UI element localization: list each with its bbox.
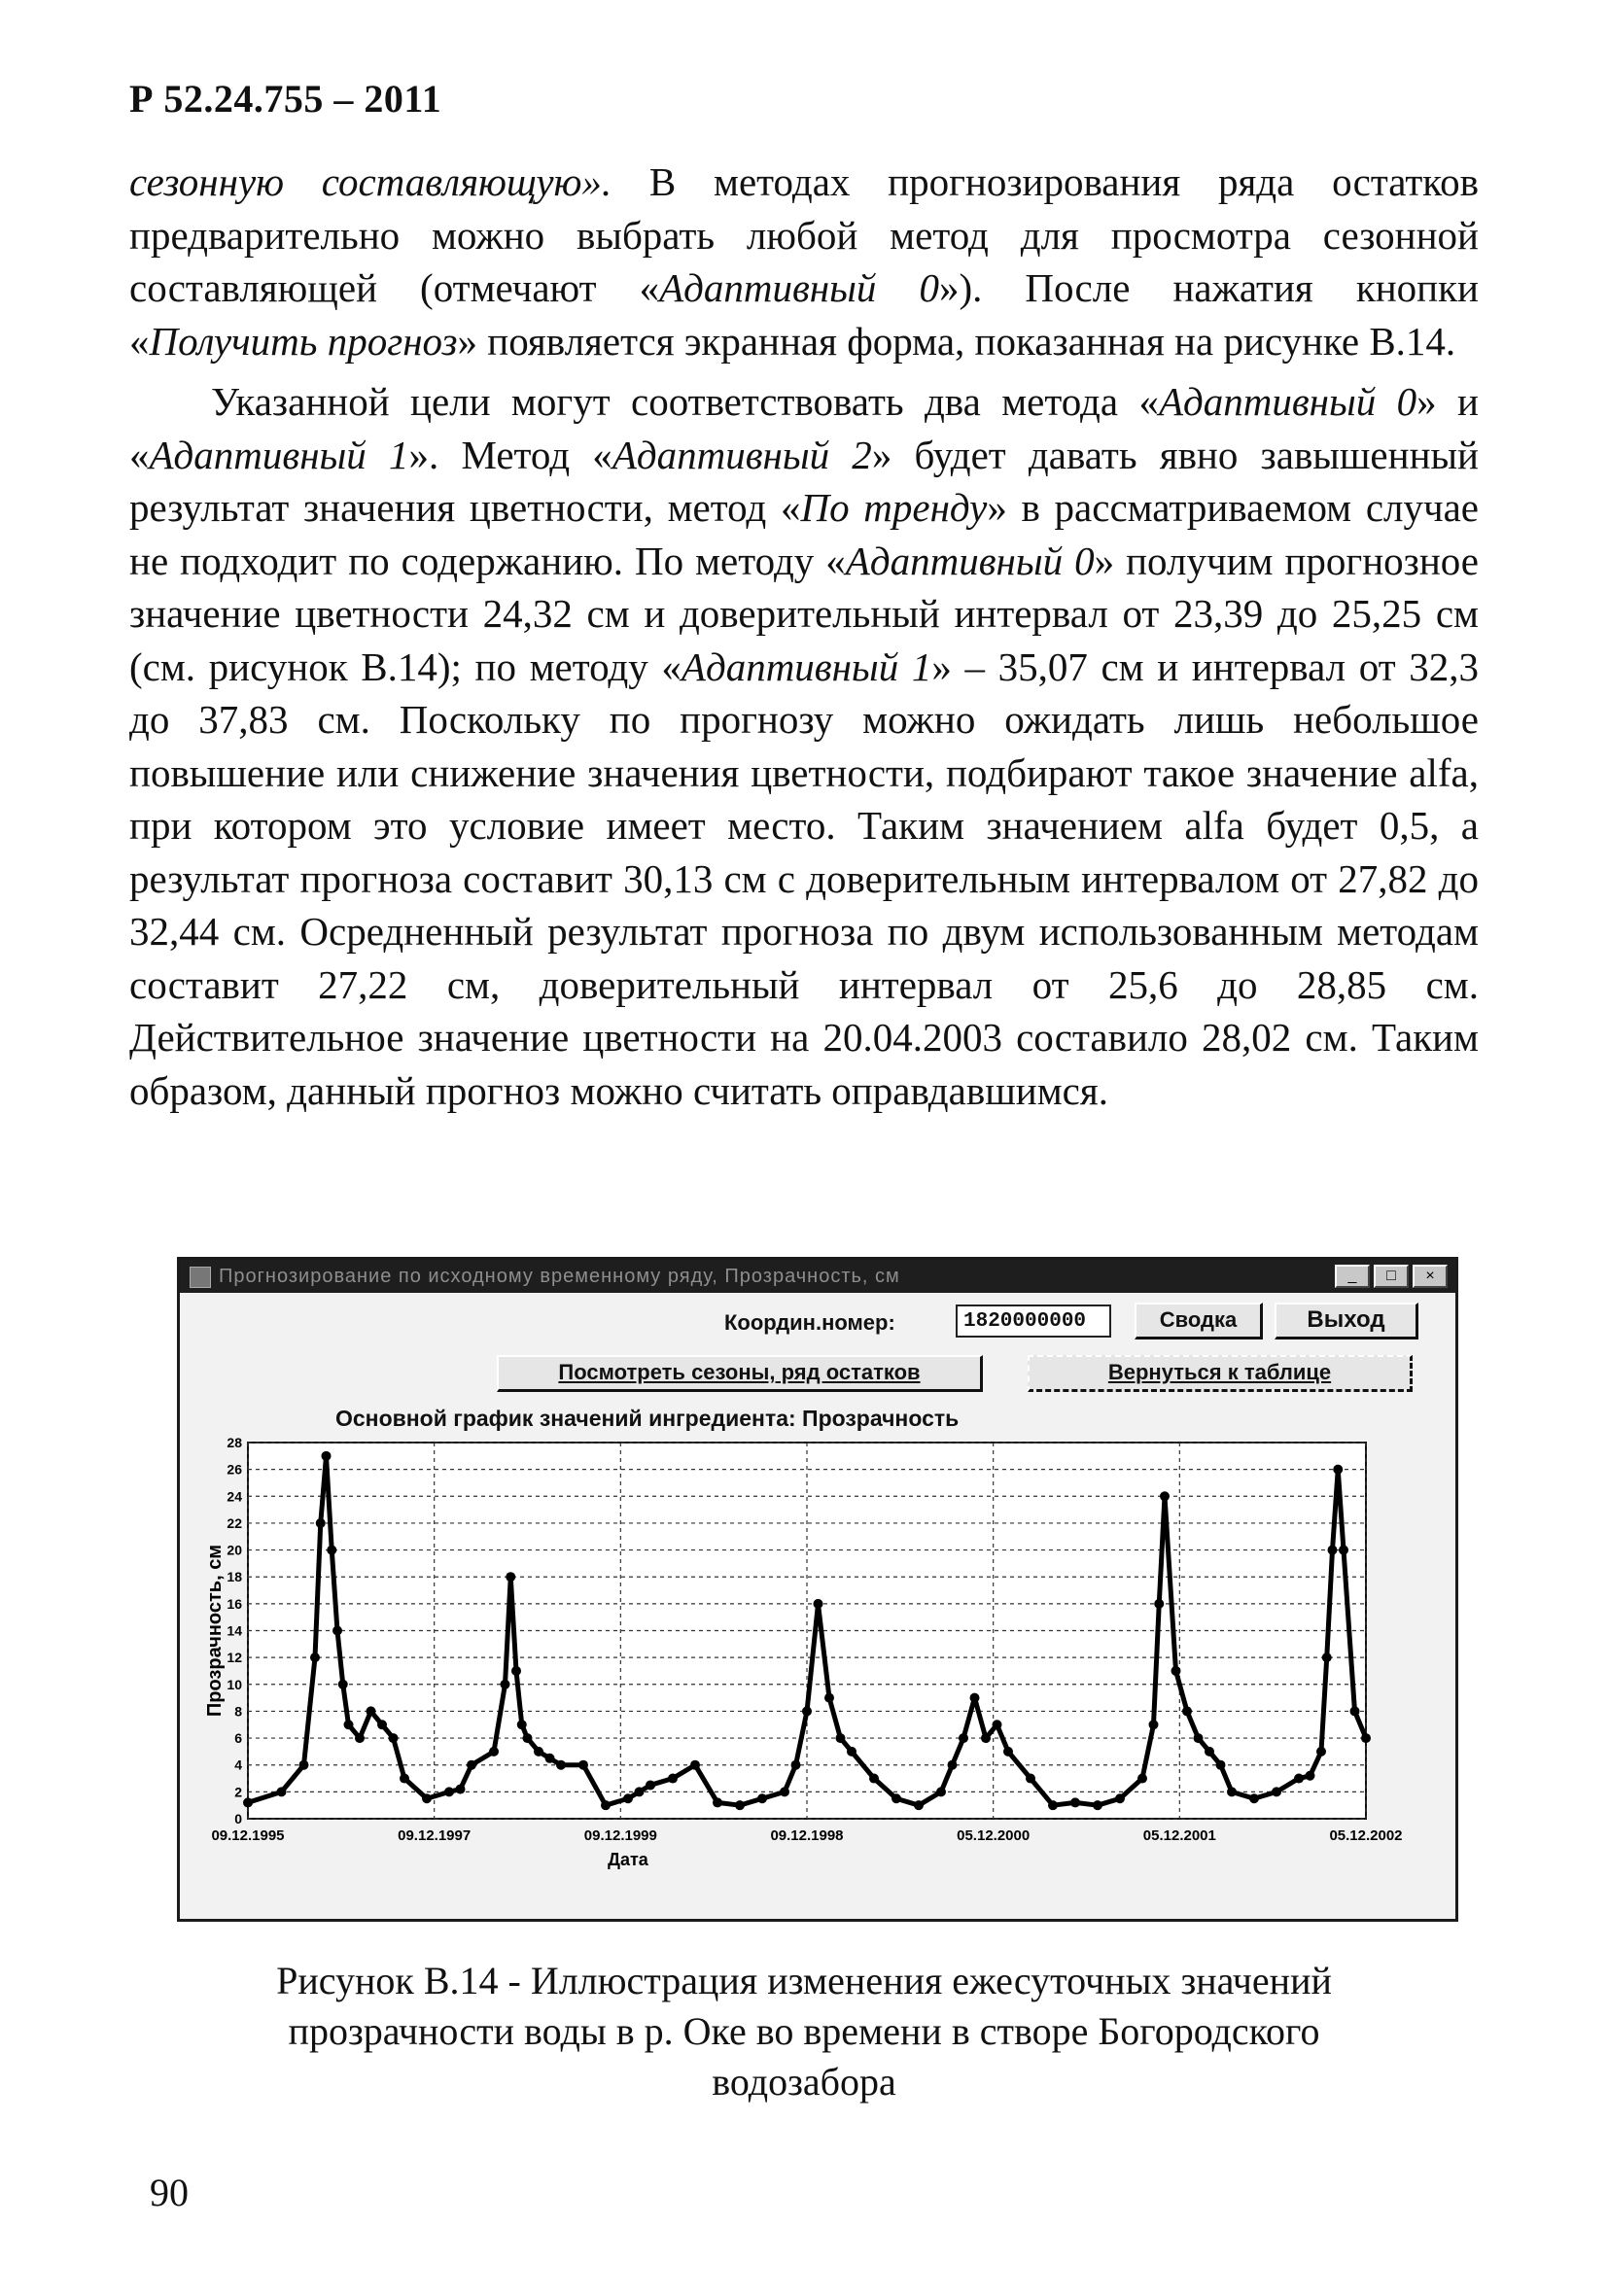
data-point bbox=[1227, 1787, 1237, 1796]
y-tick-label: 6 bbox=[234, 1730, 242, 1747]
y-tick-label: 14 bbox=[227, 1622, 242, 1639]
data-point bbox=[344, 1720, 354, 1729]
data-point bbox=[338, 1680, 348, 1689]
y-tick-label: 26 bbox=[227, 1461, 242, 1478]
x-tick-label: 05.12.2002 bbox=[1329, 1827, 1403, 1844]
paragraph-2-italic: Адаптивный 1 bbox=[681, 644, 932, 689]
y-tick-label: 10 bbox=[227, 1676, 242, 1692]
y-tick-label: 16 bbox=[227, 1595, 242, 1612]
data-point bbox=[578, 1760, 588, 1770]
x-tick-label: 09.12.1999 bbox=[583, 1827, 657, 1844]
x-tick-label: 09.12.1998 bbox=[770, 1827, 844, 1844]
x-tick-label: 05.12.2001 bbox=[1142, 1827, 1216, 1844]
data-point bbox=[993, 1720, 1002, 1729]
data-point bbox=[556, 1760, 566, 1770]
y-tick-label: 18 bbox=[227, 1569, 242, 1585]
y-tick-label: 8 bbox=[234, 1703, 242, 1720]
data-point bbox=[1205, 1747, 1214, 1757]
data-point bbox=[444, 1787, 454, 1796]
data-point bbox=[316, 1518, 326, 1528]
paragraph-2-text: » получим прогнозное значение цветности 24,32 см и доверительный интервал от 23,39 до 25,25 см (см. рисунок В.14); по методу « bbox=[129, 538, 1479, 689]
data-point bbox=[377, 1720, 387, 1729]
data-point bbox=[545, 1754, 555, 1763]
data-point bbox=[869, 1774, 879, 1784]
window-title: Прогнозирование по исходному временному ряду, Прозрачность, см bbox=[219, 1266, 900, 1287]
data-point bbox=[646, 1780, 655, 1790]
data-point bbox=[757, 1793, 767, 1803]
document-code-header: Р 52.24.755 – 2011 bbox=[129, 77, 442, 121]
data-point bbox=[1154, 1599, 1164, 1609]
body-text bbox=[129, 156, 1479, 1117]
data-point bbox=[534, 1747, 543, 1757]
data-point bbox=[489, 1747, 499, 1757]
figure-caption bbox=[129, 1956, 1479, 2107]
data-point bbox=[936, 1787, 946, 1796]
paragraph-2-italic: Адаптивный 0 bbox=[1158, 379, 1417, 424]
data-point bbox=[735, 1800, 745, 1810]
y-tick-label: 0 bbox=[234, 1811, 242, 1826]
coord-number-input[interactable]: 1820000000 bbox=[956, 1305, 1111, 1338]
summary-button[interactable]: Сводка bbox=[1135, 1303, 1263, 1339]
data-point bbox=[1093, 1800, 1102, 1810]
paragraph-1-text-1: В методах прогнозирования ряда остатков предварительно можно выбрать любой метод для просмотра сезонной составляющей (отмечают « bbox=[129, 159, 1479, 310]
paragraph-2-italic: Адаптивный 2 bbox=[612, 432, 872, 477]
data-point bbox=[914, 1800, 924, 1810]
data-point bbox=[1294, 1774, 1304, 1784]
data-point bbox=[1137, 1774, 1147, 1784]
minimize-icon[interactable]: _ bbox=[1335, 1265, 1370, 1288]
data-point bbox=[523, 1733, 533, 1743]
paragraph-1-italic-1: сезонную составляющую». bbox=[129, 159, 612, 204]
data-point bbox=[802, 1706, 812, 1716]
data-point bbox=[243, 1797, 253, 1807]
data-point bbox=[327, 1546, 336, 1555]
paragraph-2-text: ». Метод « bbox=[408, 432, 612, 477]
paragraph-1 bbox=[129, 156, 1479, 367]
data-point bbox=[456, 1785, 466, 1794]
data-point bbox=[1182, 1706, 1192, 1716]
y-tick-label: 22 bbox=[227, 1514, 242, 1531]
data-point bbox=[780, 1787, 789, 1796]
data-point bbox=[501, 1680, 510, 1689]
maximize-icon[interactable]: □ bbox=[1374, 1265, 1409, 1288]
data-point bbox=[1249, 1793, 1259, 1803]
data-point bbox=[824, 1693, 834, 1703]
data-point bbox=[601, 1800, 611, 1810]
paragraph-2 bbox=[129, 375, 1479, 1117]
y-tick-labels bbox=[227, 1435, 242, 1826]
data-point bbox=[422, 1793, 432, 1803]
paragraph-2-text: » будет давать явно завышенный результат значения цветности, метод « bbox=[129, 432, 1479, 530]
y-tick-label: 12 bbox=[227, 1650, 242, 1666]
exit-button[interactable]: Выход bbox=[1275, 1303, 1418, 1339]
data-point bbox=[511, 1666, 521, 1676]
x-axis-label: Дата bbox=[608, 1850, 648, 1869]
paragraph-2-italic: Адаптивный 0 bbox=[845, 538, 1095, 583]
page-number: 90 bbox=[150, 2171, 189, 2214]
chart-title: Основной график значений ингредиента: Прозрачность bbox=[335, 1406, 960, 1431]
x-tick-label: 09.12.1997 bbox=[398, 1827, 472, 1844]
paragraph-2-text: » и « bbox=[129, 379, 1479, 477]
data-point bbox=[1322, 1652, 1332, 1662]
x-tick-label: 09.12.1995 bbox=[211, 1827, 285, 1844]
forecast-window-screenshot bbox=[177, 1257, 1458, 1922]
data-point bbox=[310, 1652, 320, 1662]
paragraph-1-italic-2: Адаптивный 0 bbox=[659, 265, 939, 310]
data-point bbox=[1115, 1793, 1125, 1803]
data-point bbox=[836, 1733, 846, 1743]
data-point bbox=[1350, 1706, 1360, 1716]
y-tick-label: 2 bbox=[234, 1784, 242, 1800]
data-point bbox=[1306, 1771, 1315, 1781]
data-point bbox=[1328, 1546, 1338, 1555]
caption-line-1: Рисунок В.14 - Иллюстрация изменения ежесуточных значений bbox=[276, 1959, 1332, 2002]
data-point bbox=[332, 1626, 342, 1636]
data-point bbox=[814, 1599, 823, 1609]
data-point bbox=[322, 1451, 332, 1461]
caption-line-2: прозрачности воды в р. Оке во времени в створе Богородского bbox=[288, 2009, 1320, 2053]
data-point bbox=[299, 1760, 309, 1770]
data-point bbox=[791, 1760, 801, 1770]
paragraph-1-italic-3: Получить прогноз bbox=[149, 318, 458, 364]
paragraph-1-text-3: » появляется экранная форма, показанная на рисунке В.14. bbox=[457, 318, 1456, 364]
data-point bbox=[690, 1760, 700, 1770]
data-point bbox=[467, 1760, 476, 1770]
data-point bbox=[389, 1733, 399, 1743]
data-point bbox=[367, 1706, 376, 1716]
data-point bbox=[1070, 1797, 1080, 1807]
data-point bbox=[891, 1793, 901, 1803]
data-point bbox=[847, 1747, 856, 1757]
close-icon[interactable]: × bbox=[1413, 1265, 1448, 1288]
data-point bbox=[277, 1787, 287, 1796]
data-point bbox=[713, 1797, 722, 1807]
coord-number-label: Координ.номер: bbox=[724, 1310, 895, 1335]
paragraph-2-text: Указанной цели могут соответствовать два метода « bbox=[211, 379, 1159, 424]
data-point bbox=[1339, 1546, 1348, 1555]
transparency-chart bbox=[180, 1260, 1455, 1919]
data-point bbox=[400, 1774, 409, 1784]
back-to-table-button[interactable]: Вернуться к таблице bbox=[1028, 1355, 1413, 1392]
view-seasons-button[interactable]: Посмотреть сезоны, ряд остатков bbox=[497, 1355, 983, 1392]
data-point bbox=[1160, 1491, 1170, 1501]
data-point bbox=[1216, 1760, 1226, 1770]
y-tick-label: 20 bbox=[227, 1542, 242, 1558]
data-point bbox=[1272, 1787, 1281, 1796]
data-point bbox=[1149, 1720, 1159, 1729]
paragraph-2-text: » – 35,07 см и интервал от 32,3 до 37,83 см. Поскольку по прогнозу можно ожидать лишь небольшое повышение или снижение значения цветности, подбирают такое значение alfa, при котором это условие имеет место. Таким значением alfa будет 0,5, а результат прогноза составит 30,13 см с доверительным интервалом от 27,82 до 32,44 см. Осредненный результат прогноза по двум использованным методам составит 27,22 см, доверительный интервал от 25,6 до 28,85 см. Действительное значение цветности на 20.04.2003 составило 28,02 см. Таким образом, данный прогноз можно считать оправдавшимся. bbox=[129, 644, 1479, 1113]
data-point bbox=[1361, 1733, 1371, 1743]
data-point bbox=[635, 1787, 645, 1796]
x-tick-labels bbox=[211, 1827, 1402, 1844]
data-point bbox=[948, 1760, 958, 1770]
paragraph-2-text: » в рассматриваемом случае не подходит по содержанию. По методу « bbox=[129, 485, 1479, 583]
data-point bbox=[1194, 1733, 1204, 1743]
caption-line-3: водозабора bbox=[712, 2060, 896, 2104]
data-point bbox=[1026, 1774, 1035, 1784]
data-point bbox=[959, 1733, 968, 1743]
x-tick-label: 05.12.2000 bbox=[957, 1827, 1031, 1844]
paragraph-2-italic: Адаптивный 1 bbox=[149, 432, 409, 477]
data-point bbox=[1316, 1747, 1326, 1757]
data-point bbox=[970, 1693, 980, 1703]
y-axis-label: Прозрачность, см bbox=[204, 1544, 226, 1718]
data-point bbox=[1048, 1800, 1058, 1810]
paragraph-1-text-2: »). После нажатия кнопки « bbox=[129, 265, 1479, 364]
chart-grid bbox=[248, 1443, 1366, 1819]
data-point bbox=[1171, 1666, 1181, 1676]
y-tick-label: 4 bbox=[234, 1757, 242, 1773]
y-tick-label: 28 bbox=[227, 1435, 242, 1450]
data-point bbox=[623, 1793, 633, 1803]
data-point bbox=[668, 1774, 678, 1784]
data-point bbox=[355, 1733, 365, 1743]
data-point bbox=[981, 1733, 991, 1743]
data-point bbox=[517, 1720, 527, 1729]
data-point bbox=[506, 1572, 515, 1582]
paragraph-2-italic: По тренду bbox=[800, 485, 988, 530]
data-point bbox=[1333, 1465, 1343, 1475]
y-tick-label: 24 bbox=[227, 1488, 242, 1505]
data-point bbox=[1003, 1747, 1013, 1757]
